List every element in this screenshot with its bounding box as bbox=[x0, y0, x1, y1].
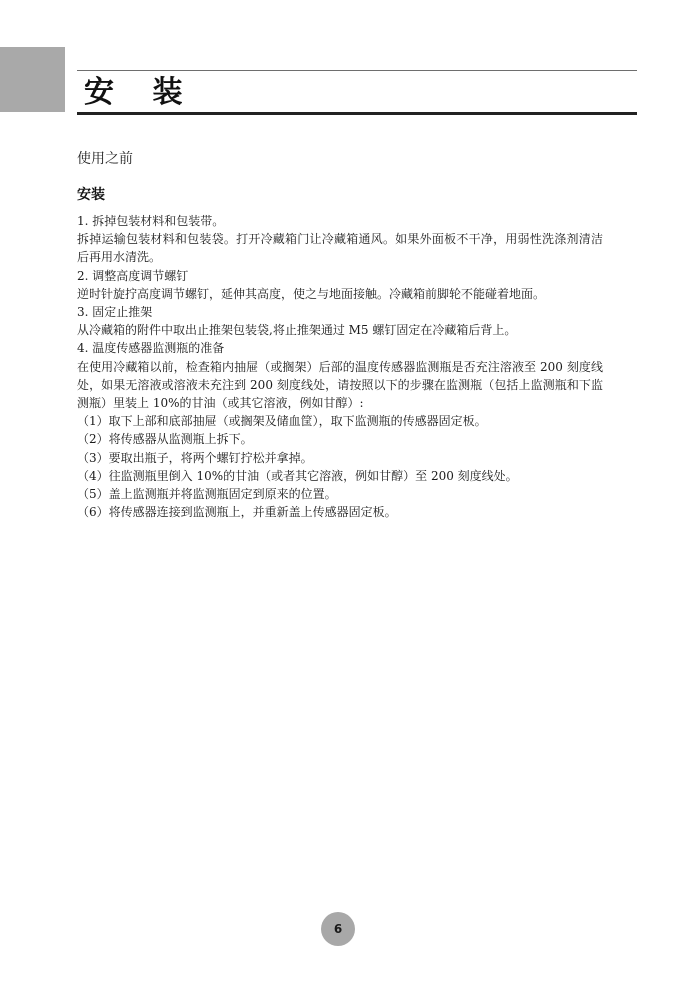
step-body: 从冷藏箱的附件中取出止推架包装袋,将止推架通过 M5 螺钉固定在冷藏箱后背上。 bbox=[77, 323, 517, 338]
chapter-tab-marker bbox=[0, 47, 65, 112]
header-top-rule bbox=[77, 70, 637, 71]
substep-item: （2）将传感器从监测瓶上拆下。 bbox=[77, 432, 253, 447]
step-heading: 4. 温度传感器监测瓶的准备 bbox=[77, 341, 225, 356]
step-heading: 2. 调整高度调节螺钉 bbox=[77, 268, 189, 283]
step-body: 逆时针旋拧高度调节螺钉，延伸其高度，使之与地面接触。冷藏箱前脚轮不能碰着地面。 bbox=[77, 286, 546, 301]
page-number-badge: 6 bbox=[321, 912, 355, 946]
installation-instructions bbox=[77, 212, 603, 521]
section-label: 使用之前 bbox=[77, 151, 133, 167]
page-title: 安 装 bbox=[84, 75, 197, 110]
substep-item: （6）将传感器连接到监测瓶上，并重新盖上传感器固定板。 bbox=[77, 505, 397, 520]
step-body: 拆掉运输包装材料和包装袋。打开冷藏箱门让冷藏箱通风。如果外面板不干净，用弱性洗涤剂清洁后再用水清洗。 bbox=[77, 232, 603, 265]
header-bottom-rule bbox=[77, 112, 637, 115]
substep-item: （5）盖上监测瓶并将监测瓶固定到原来的位置。 bbox=[77, 487, 337, 502]
step-body: 在使用冷藏箱以前，检查箱内抽屉（或搁架）后部的温度传感器监测瓶是否充注溶液至 200 刻度线处，如果无溶液或溶液未充注到 200 刻度线处，请按照以下的步骤在监测瓶（包括上监测瓶和下监测瓶）里装上 10%的甘油（或其它溶液，例如甘醇）: bbox=[77, 359, 603, 411]
step-heading: 1. 拆掉包装材料和包装带。 bbox=[77, 214, 225, 228]
substep-item: （1）取下上部和底部抽屉（或搁架及储血筐），取下监测瓶的传感器固定板。 bbox=[77, 414, 487, 429]
step-heading: 3. 固定止推架 bbox=[77, 305, 153, 320]
section-subheading: 安装 bbox=[77, 187, 105, 203]
substep-item: （4）往监测瓶里倒入 10%的甘油（或者其它溶液，例如甘醇）至 200 刻度线处。 bbox=[77, 468, 518, 483]
substep-item: （3）要取出瓶子，将两个螺钉拧松并拿掉。 bbox=[77, 450, 313, 465]
